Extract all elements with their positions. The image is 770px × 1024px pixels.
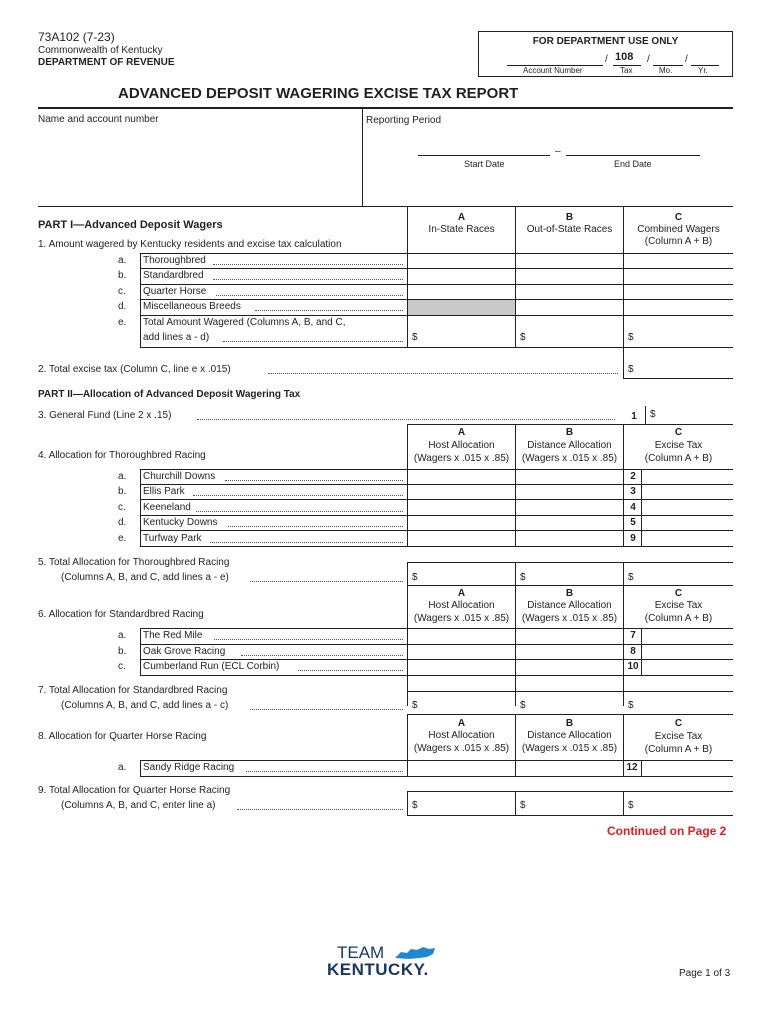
col-a-label: In-State Races	[428, 224, 495, 235]
line9-label: 9. Total Allocation for Quarter Horse Racing	[38, 785, 231, 796]
line5-label: 5. Total Allocation for Thoroughbred Racing	[38, 557, 230, 568]
department-use-box: FOR DEPARTMENT USE ONLY / 108 / / Account Number Tax Mo. Yr.	[478, 31, 733, 77]
line3-label: 3. General Fund (Line 2 x .15)	[38, 410, 172, 421]
page-title: ADVANCED DEPOSIT WAGERING EXCISE TAX REPORT	[118, 85, 519, 102]
line1-label: 1. Amount wagered by Kentucky residents and excise tax calculation	[38, 239, 342, 250]
line6-label: 6. Allocation for Standardbred Racing	[38, 609, 204, 620]
team-kentucky-logo	[327, 944, 447, 980]
line2-label: 2. Total excise tax (Column C, line e x .015)	[38, 364, 231, 375]
logo-team-text: TEAM	[337, 943, 385, 962]
end-date-line[interactable]	[566, 155, 700, 156]
logo-kentucky-text: KENTUCKY.	[327, 960, 429, 979]
department-name: DEPARTMENT OF REVENUE	[38, 57, 175, 68]
form-number: 73A102 (7-23)	[38, 30, 115, 44]
part1-title: PART I—Advanced Deposit Wagers	[38, 219, 223, 231]
kentucky-state-icon	[393, 946, 437, 960]
tax-code: 108	[615, 51, 634, 63]
line7-label: 7. Total Allocation for Standardbred Racing	[38, 685, 228, 696]
agency-name: Commonwealth of Kentucky	[38, 45, 163, 56]
name-account-label: Name and account number	[38, 114, 159, 125]
department-use-title: FOR DEPARTMENT USE ONLY	[532, 36, 679, 47]
continued-note: Continued on Page 2	[607, 824, 727, 838]
reporting-period-label: Reporting Period	[366, 115, 442, 126]
col-b-label: Out-of-State Races	[526, 224, 613, 235]
part2-title: PART II—Allocation of Advanced Deposit Wagering Tax	[38, 389, 301, 400]
shaded-cell	[408, 300, 515, 315]
start-date-line[interactable]	[418, 155, 550, 156]
page-number: Page 1 of 3	[679, 968, 731, 979]
line8-label: 8. Allocation for Quarter Horse Racing	[38, 731, 207, 742]
line4-label: 4. Allocation for Thoroughbred Racing	[38, 450, 206, 461]
